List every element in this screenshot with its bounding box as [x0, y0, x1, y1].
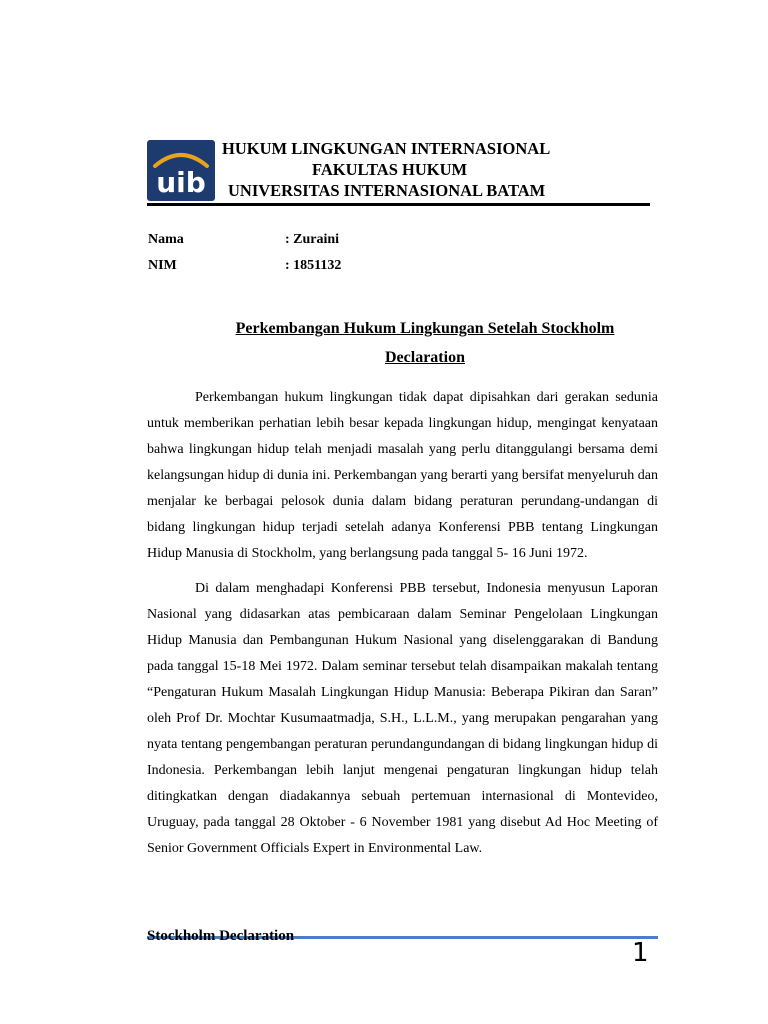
document-header: [222, 138, 622, 201]
paragraph: Di dalam menghadapi Konferensi PBB tersebut, Indonesia menyusun Laporan Nasional yang didasarkan atas pembicaraan dalam Seminar Pengelolaan Lingkungan Hidup Manusia dan Pembangunan Hukum Nasional yang diselenggarakan di Bandung pada tanggal 15-18 Mei 1972. Dalam seminar tersebut telah disampaikan makalah tentang “Pengaturan Hukum Masalah Lingkungan Hidup Manusia: Beberapa Pikiran dan Saran” oleh Prof Dr. Mochtar Kusumaatmadja, S.H., L.L.M., yang merupakan pengarahan yang nyata tentang pengembangan peraturan perundangundangan di bidang lingkungan hidup di Indonesia. Perkembangan lebih lanjut mengenai pengaturan lingkungan hidup telah ditingkatkan dengan diadakannya sebuah pertemuan internasional di Montevideo, Uruguay, pada tanggal 28 Oktober - 6 November 1981 yang disebut Ad Hoc Meeting of Senior Government Officials Expert in Environmental Law.: [147, 581, 658, 856]
name-label: Nama: [148, 232, 184, 247]
nim-label: NIM: [148, 258, 177, 273]
paragraph: Perkembangan hukum lingkungan tidak dapat dipisahkan dari gerakan sedunia untuk memberikan perhatian lebih besar kepada lingkungan hidup, mengingat kenyataan bahwa lingkungan hidup telah menjadi masalah yang perlu ditanggulangi bersama demi kelangsungan hidup di dunia ini. Perkembangan yang berarti yang bersifat menyeluruh dan menjalar ke berbagai pelosok dunia dalam bidang peraturan perundang-undangan di bidang lingkungan hidup terjadi setelah adanya Konferensi PBB tentang Lingkungan Hidup Manusia di Stockholm, yang berlangsung pada tanggal 5- 16 Juni 1972.: [147, 390, 658, 561]
document-title-line2: Declaration: [385, 349, 465, 366]
document-title-line1: Perkembangan Hukum Lingkungan Setelah Stockholm: [235, 320, 615, 337]
page-number: 1: [632, 938, 649, 968]
name-value: : Zuraini: [285, 232, 340, 247]
header-divider: [147, 203, 650, 206]
uib-logo: [147, 140, 215, 201]
document-body: [147, 385, 658, 862]
university-name: UNIVERSITAS INTERNASIONAL BATAM: [228, 181, 546, 200]
faculty-name: FAKULTAS HUKUM: [312, 160, 468, 179]
nim-value: : 1851132: [285, 258, 342, 273]
footer-label: Stockholm Declaration: [147, 928, 295, 944]
course-title: HUKUM LINGKUNGAN INTERNASIONAL: [222, 139, 551, 158]
logo-text: uib: [156, 166, 206, 199]
